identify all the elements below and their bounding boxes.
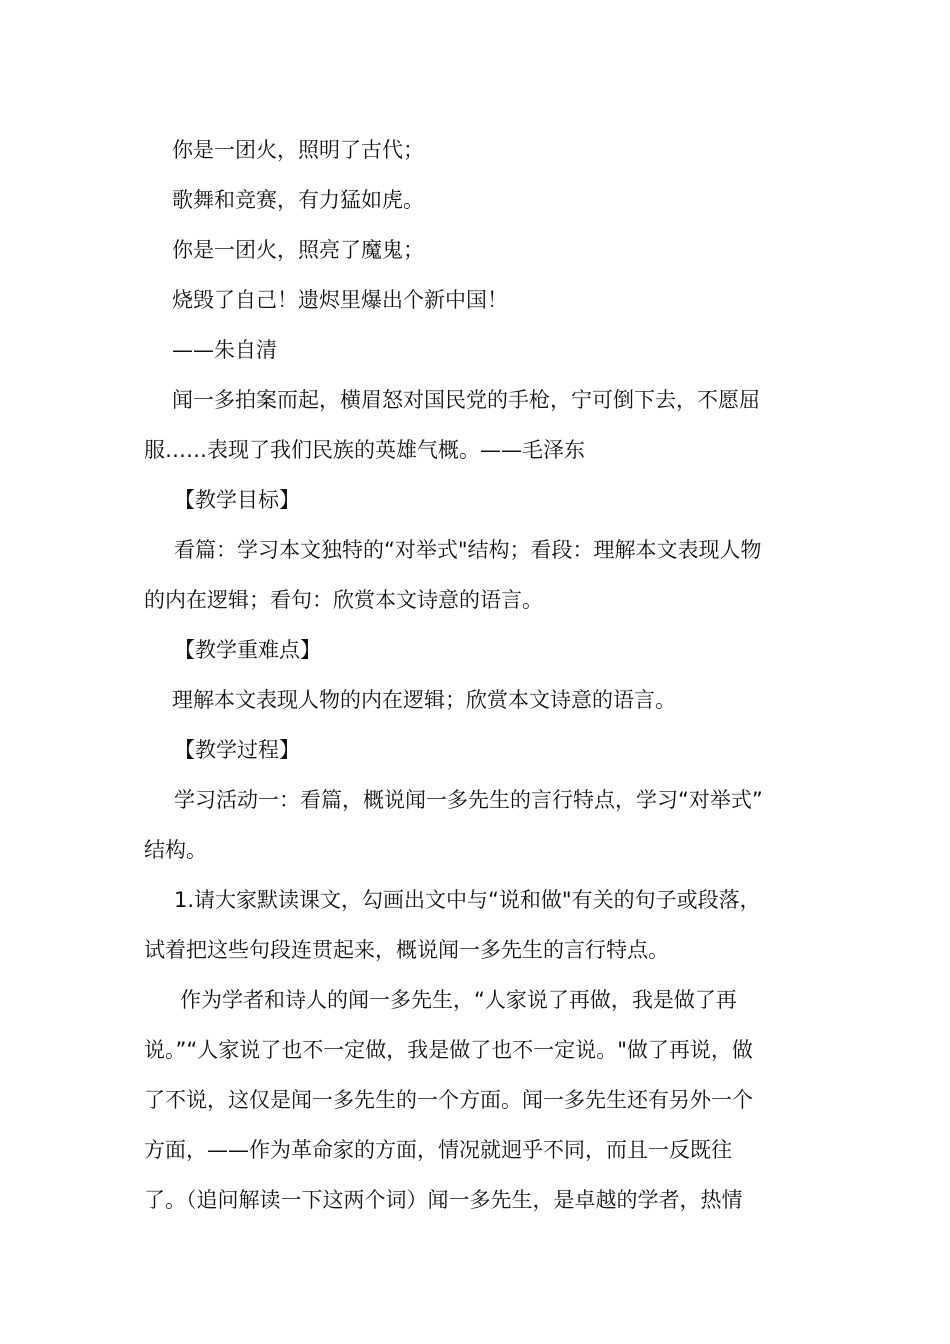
body-line-2: 说。”“人家说了也不一定做，我是做了也不一定说。"做了再说，做 xyxy=(144,1038,753,1062)
task-line-1: 1.请大家默读课文，勾画出文中与“说和做"有关的句子或段落， xyxy=(174,888,761,912)
body-line-3: 了不说，这仅是闻一多先生的一个方面。闻一多先生还有另外一个 xyxy=(144,1088,753,1112)
poem-line-3: 你是一团火，照亮了魔鬼； xyxy=(172,238,424,262)
body-line-4: 方面，——作为革命家的方面，情况就迥乎不同，而且一反既往 xyxy=(144,1138,732,1162)
goals-line-1: 看篇：学习本文独特的“对举式"结构；看段：理解本文表现人物 xyxy=(174,538,762,562)
process-heading: 【教学过程】 xyxy=(174,738,300,762)
quote-line-2: 服……表现了我们民族的英雄气概。——毛泽东 xyxy=(144,438,585,462)
keypoints-line-1: 理解本文表现人物的内在逻辑；欣赏本文诗意的语言。 xyxy=(172,688,676,712)
body-line-5: 了。（追问解读一下这两个词）闻一多先生，是卓越的学者，热情 xyxy=(144,1188,743,1212)
activity-line-2: 结构。 xyxy=(144,838,207,862)
poem-line-1: 你是一团火，照明了古代； xyxy=(172,138,424,162)
poem-line-2: 歌舞和竞赛，有力猛如虎。 xyxy=(172,188,424,212)
task-line-2: 试着把这些句段连贯起来，概说闻一多先生的言行特点。 xyxy=(144,938,669,962)
poem-author: ——朱自清 xyxy=(172,338,277,362)
goals-line-2: 的内在逻辑；看句：欣赏本文诗意的语言。 xyxy=(144,588,543,612)
body-line-1: 作为学者和诗人的闻一多先生，“人家说了再做，我是做了再 xyxy=(180,988,737,1012)
document-content xyxy=(144,125,809,1225)
activity-line-1: 学习活动一：看篇，概说闻一多先生的言行特点，学习“对举式” xyxy=(174,788,763,812)
quote-line-1: 闻一多拍案而起，横眉怒对国民党的手枪，宁可倒下去，不愿屈 xyxy=(172,388,760,412)
goals-heading: 【教学目标】 xyxy=(174,488,300,512)
keypoints-heading: 【教学重难点】 xyxy=(174,638,321,662)
poem-line-4: 烧毁了自己！遗烬里爆出个新中国！ xyxy=(172,288,508,312)
